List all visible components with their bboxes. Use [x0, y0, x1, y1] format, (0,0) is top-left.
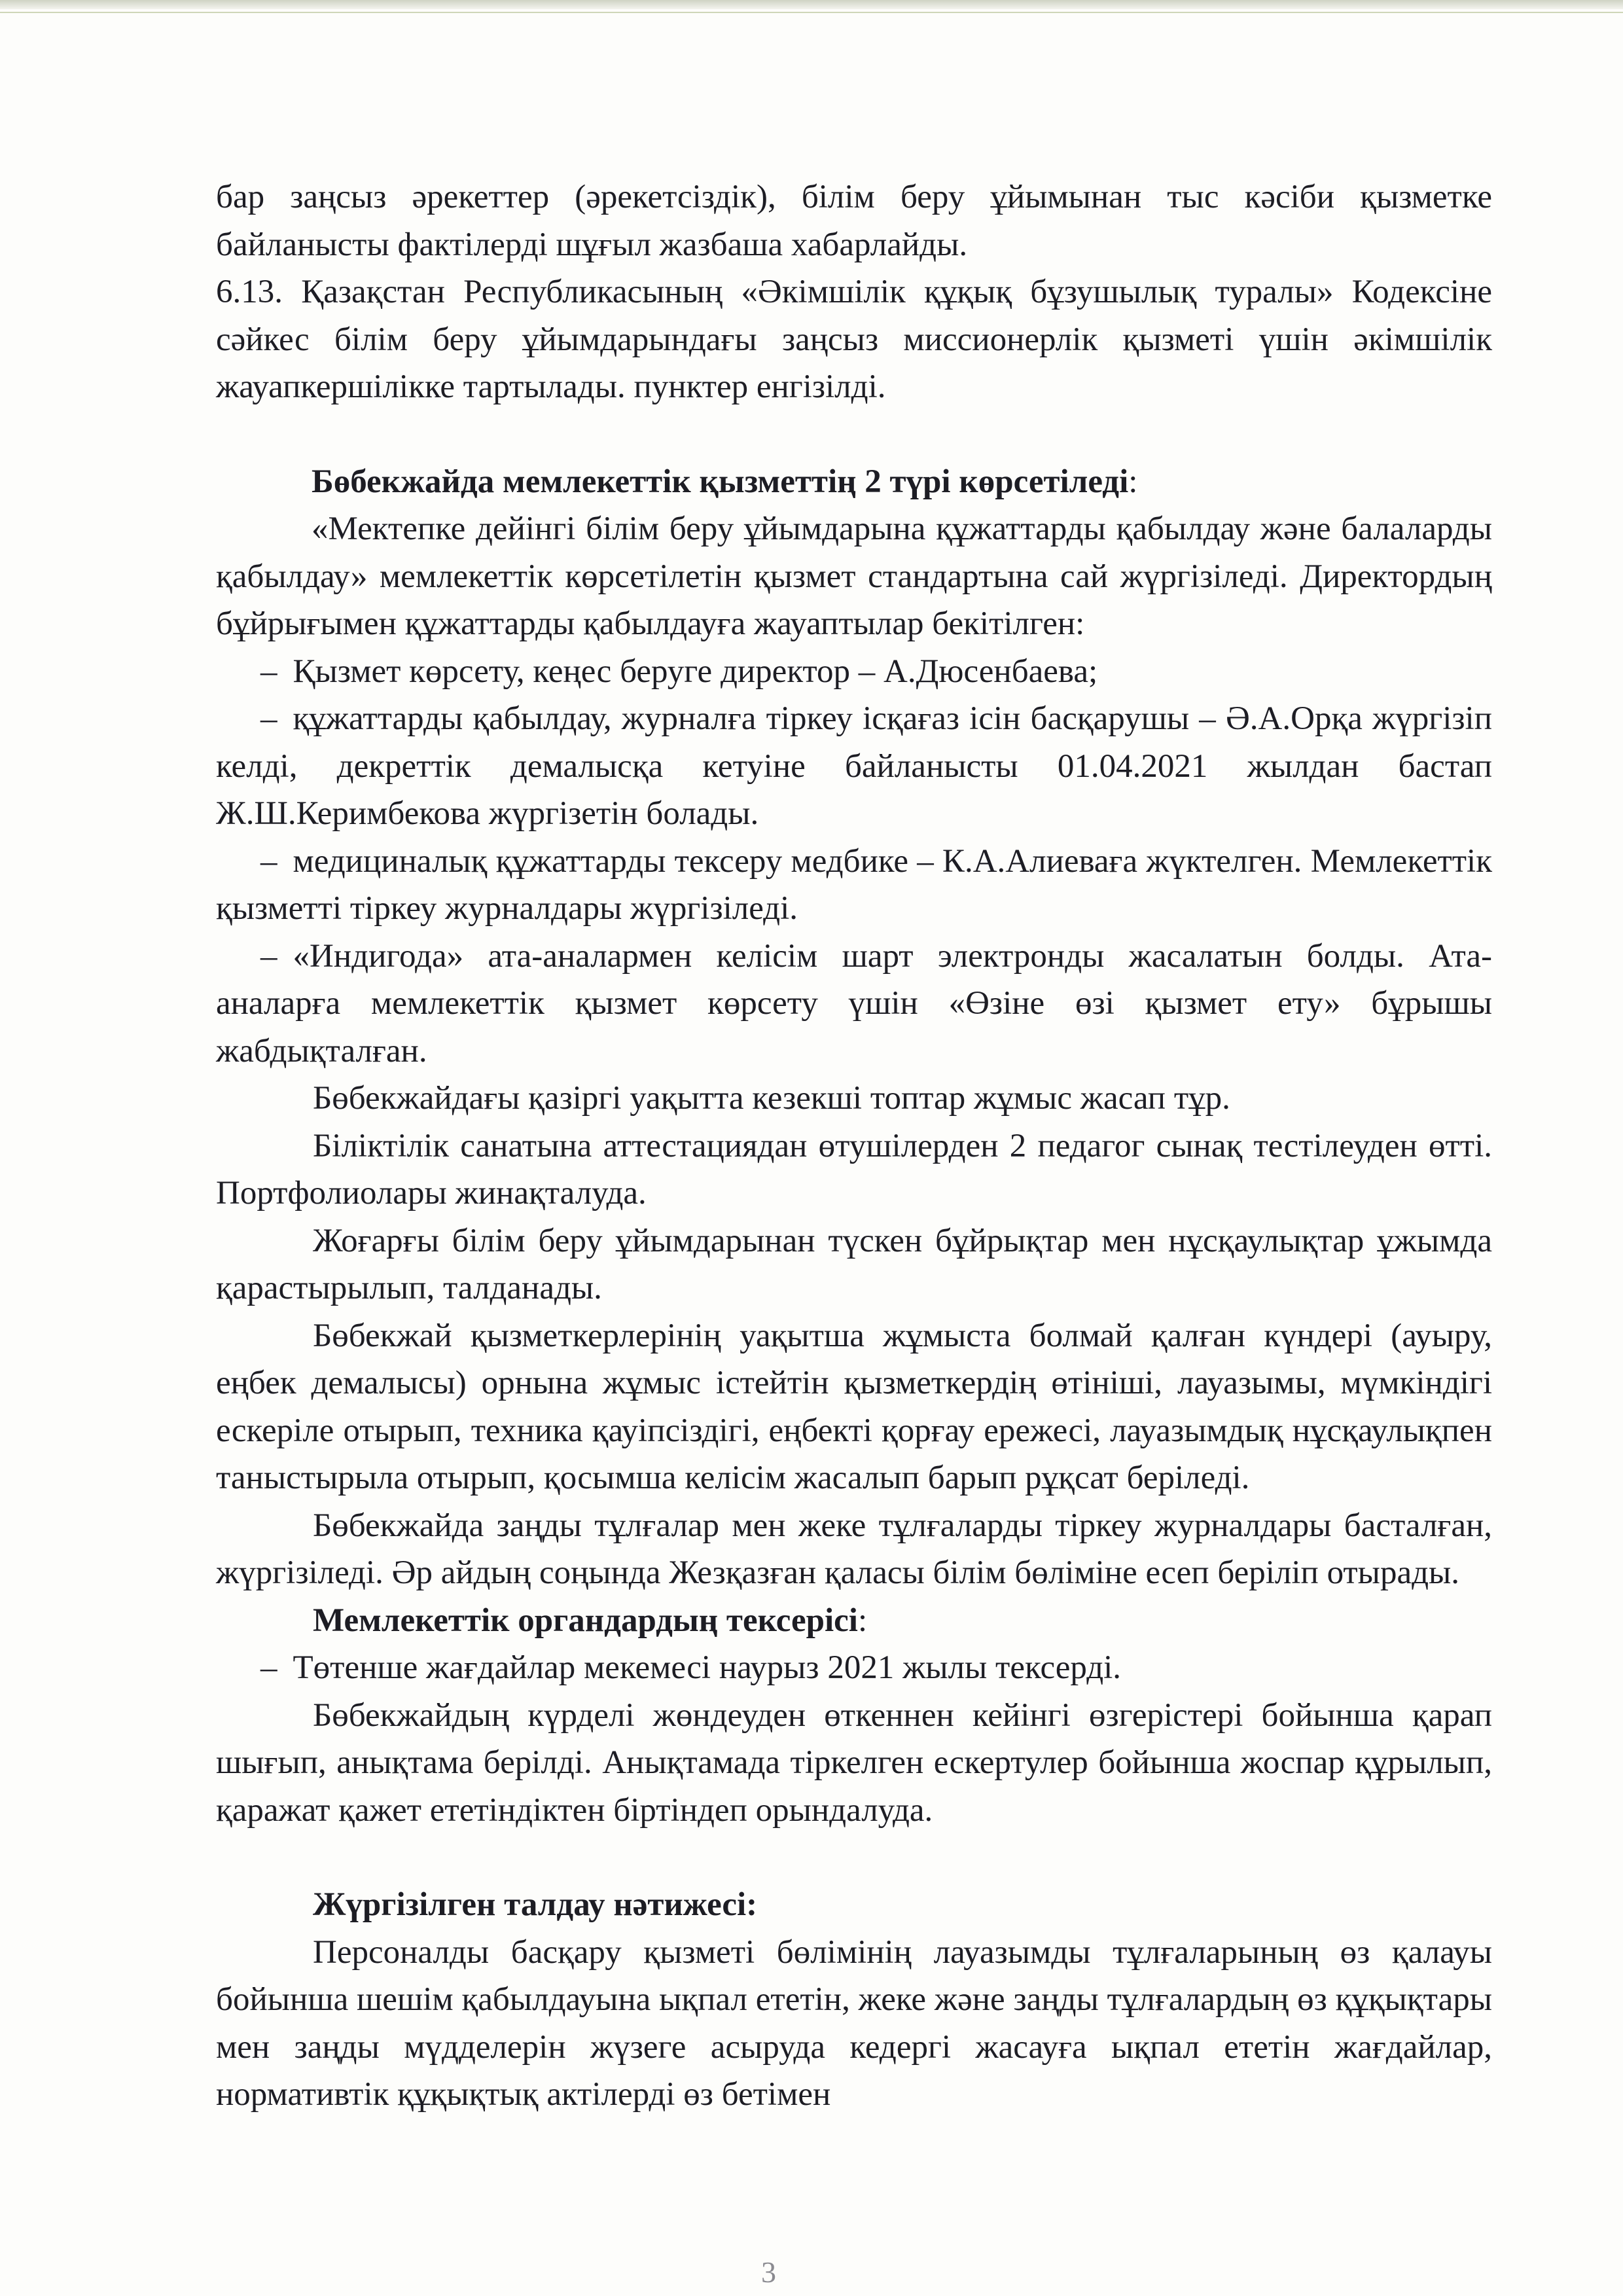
dash-bullet: –	[260, 1649, 277, 1686]
heading-punctuation: :	[857, 1602, 868, 1639]
section-heading-text: Мемлекеттік органдардың тексерісі	[313, 1602, 858, 1639]
section-heading-text: Жүргізілген талдау нәтижесі:	[313, 1886, 758, 1923]
list-item-text: «Индигода» ата-аналармен келісім шарт электронды жасалатын болды. Ата-аналарға мемлекеттік қызмет көрсету үшін «Өзіне өзі қызмет ету» бұрышы жабдықталған.	[216, 937, 1492, 1069]
paragraph: Біліктілік санатына аттестациядан өтушілерден 2 педагог сынақ тестілеуден өтті. Портфолиолары жинақталуда.	[216, 1127, 1492, 1211]
list-item	[216, 1644, 1492, 1692]
list-item	[216, 838, 1492, 933]
dash-bullet: –	[260, 842, 277, 880]
paragraph: бар заңсыз әрекеттер (әрекетсіздік), білім беру ұйымынан тыс кәсіби қызметке байланысты фактілерді шұғыл жазбаша хабарлайды.	[216, 179, 1492, 263]
section-heading-text: Бөбекжайда мемлекеттік қызметтің 2 түрі көрсетіледі	[312, 463, 1129, 500]
paragraph: «Мектепке дейінгі білім беру ұйымдарына құжаттарды қабылдау және балаларды қабылдау» мемлекеттік көрсетілетін қызмет стандартына сай жүргізіледі. Директордың бұйрығымен құжаттарды қабылдауға жауаптылар бекітілген:	[216, 511, 1492, 642]
list-item	[216, 648, 1492, 696]
list-item-text: медициналық құжаттарды тексеру медбике – К.А.Алиеваға жүктелген. Мемлекеттік қызметті тіркеу журналдары жүргізіледі.	[216, 842, 1492, 927]
dash-bullet: –	[260, 653, 277, 690]
paragraph: Персоналды басқару қызметі бөлімінің лауазымды тұлғаларының өз қалауы бойынша шешім қабылдауына ықпал ететін, жеке және заңды тұлғалардың өз құқықтары мен заңды мүдделерін жүзеге асыруда кедергі жасауға ықпал ететін жағдайлар, нормативтік құқықтық актілерді өз бетімен	[216, 1933, 1492, 2113]
list-item-text: Төтенше жағдайлар мекемесі наурыз 2021 жылы тексерді.	[293, 1649, 1122, 1686]
document-body	[216, 173, 1492, 2119]
page-number: 3	[761, 2255, 776, 2289]
paragraph: Бөбекжайда заңды тұлғалар мен жеке тұлғаларды тіркеу журналдары басталған, жүргізіледі. Әр айдың соңында Жезқазған қаласы білім бөліміне есеп беріліп отырады.	[216, 1507, 1492, 1591]
paragraph-spacer	[216, 1834, 1492, 1881]
scan-top-edge	[0, 0, 1623, 9]
paragraph: 6.13. Қазақстан Республикасының «Әкімшілік құқық бұзушылық туралы» Кодексіне сәйкес білім беру ұйымдарындағы заңсыз миссионерлік қызметі үшін әкімшілік жауапкершілікке тартылады. пунктер енгізілді.	[216, 274, 1492, 405]
section-heading	[216, 458, 1492, 506]
list-item	[216, 933, 1492, 1075]
paragraph: Бөбекжайдың күрделі жөндеуден өткеннен кейінгі өзгерістері бойынша қарап шығып, анықтама берілді. Анықтамада тіркелген ескертулер бойынша жоспар құрылып, қаражат қажет ететіндіктен біртіндеп орындалуда.	[216, 1696, 1492, 1829]
heading-punctuation: :	[1128, 463, 1138, 500]
section-heading	[216, 1597, 1492, 1645]
paragraph: Бөбекжайдағы қазіргі уақытта кезекші топтар жұмыс жасап тұр.	[313, 1080, 1230, 1117]
paragraph: Жоғарғы білім беру ұйымдарынан түскен бұйрықтар мен нұсқаулықтар ұжымда қарастырылып, талданады.	[216, 1222, 1492, 1306]
paragraph-spacer	[216, 411, 1492, 458]
dash-bullet: –	[260, 937, 277, 975]
dash-bullet: –	[260, 700, 277, 737]
section-heading	[216, 1881, 1492, 1929]
list-item-text: Қызмет көрсету, кеңес беруге директор – А.Дюсенбаева;	[293, 653, 1098, 690]
list-item	[216, 695, 1492, 838]
scan-top-line	[0, 12, 1623, 13]
paragraph: Бөбекжай қызметкерлерінің уақытша жұмыста болмай қалған күндері (ауыру, еңбек демалысы) орнына жұмыс істейтін қызметкердің өтініші, лауазымы, мүмкіндігі ескеріле отырып, техника қауіпсіздігі, еңбекті қорғау ережесі, лауазымдық нұсқаулықпен таныстырыла отырып, қосымша келісім жасалып барып рұқсат беріледі.	[216, 1317, 1492, 1496]
list-item-text: құжаттарды қабылдау, журналға тіркеу ісқағаз ісін басқарушы – Ә.А.Орқа жүргізіп келді, декреттік демалысқа кетуіне байланысты 01.04.2021 жылдан бастап Ж.Ш.Керимбекова жүргізетін болады.	[216, 700, 1492, 832]
